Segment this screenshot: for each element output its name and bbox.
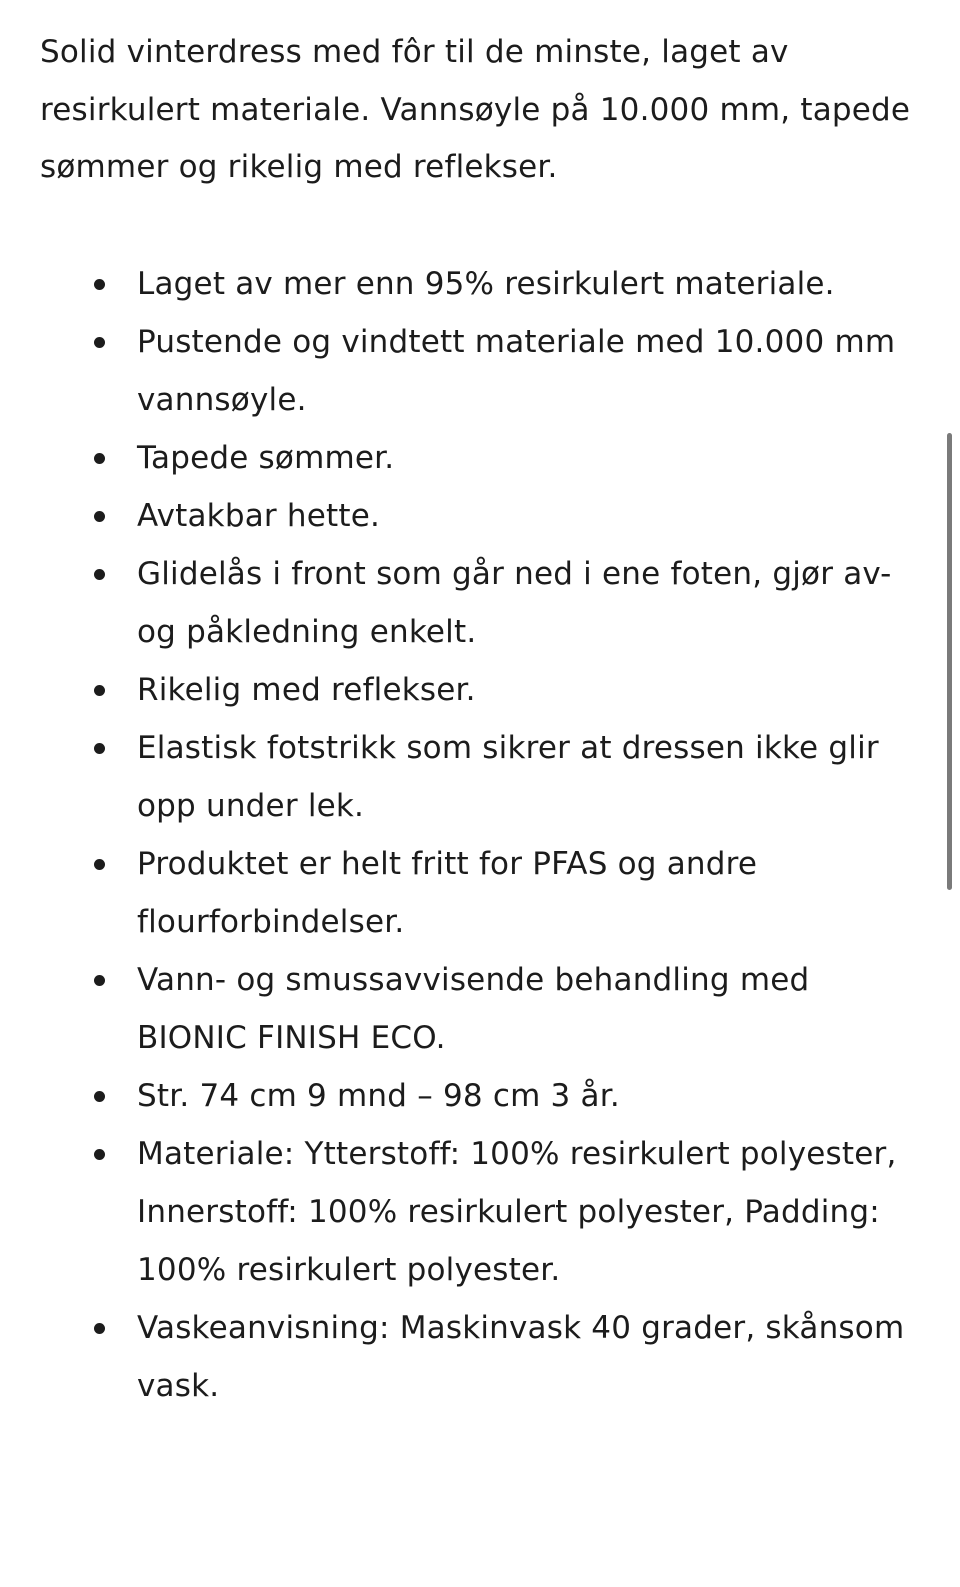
list-item bbox=[40, 1067, 920, 1125]
bullet-icon bbox=[94, 975, 105, 986]
bullet-icon bbox=[94, 1323, 105, 1334]
bullet-icon bbox=[94, 685, 105, 696]
list-item bbox=[40, 487, 920, 545]
list-item bbox=[40, 661, 920, 719]
list-item bbox=[40, 429, 920, 487]
list-item bbox=[40, 313, 920, 429]
vertical-scrollbar[interactable] bbox=[947, 433, 952, 890]
feature-text: Avtakbar hette. bbox=[137, 497, 381, 534]
feature-list bbox=[40, 255, 920, 1415]
bullet-icon bbox=[94, 337, 105, 348]
feature-text: Laget av mer enn 95% resirkulert materiale. bbox=[137, 265, 835, 302]
feature-text: Vaskeanvisning: Maskinvask 40 grader, skånsom vask. bbox=[137, 1309, 905, 1404]
feature-text: Vann- og smussavvisende behandling med BIONIC FINISH ECO. bbox=[137, 961, 810, 1056]
feature-text: Produktet er helt fritt for PFAS og andre flourforbindelser. bbox=[137, 845, 758, 940]
feature-text: Elastisk fotstrikk som sikrer at dressen ikke glir opp under lek. bbox=[137, 729, 879, 824]
list-item bbox=[40, 1299, 920, 1415]
list-item bbox=[40, 719, 920, 835]
bullet-icon bbox=[94, 279, 105, 290]
bullet-icon bbox=[94, 453, 105, 464]
product-description bbox=[40, 24, 920, 1415]
feature-text: Rikelig med reflekser. bbox=[137, 671, 476, 708]
bullet-icon bbox=[94, 569, 105, 580]
list-item bbox=[40, 1125, 920, 1299]
bullet-icon bbox=[94, 1091, 105, 1102]
list-item bbox=[40, 255, 920, 313]
intro-paragraph: Solid vinterdress med fôr til de minste, laget av resirkulert materiale. Vannsøyle på 10.000 mm, tapede sømmer og rikelig med reflekser. bbox=[40, 34, 911, 185]
list-item bbox=[40, 545, 920, 661]
list-item bbox=[40, 835, 920, 951]
feature-text: Materiale: Ytterstoff: 100% resirkulert polyester, Innerstoff: 100% resirkulert polyester, Padding: 100% resirkulert polyester. bbox=[137, 1135, 897, 1288]
list-item bbox=[40, 951, 920, 1067]
bullet-icon bbox=[94, 1149, 105, 1160]
feature-text: Str. 74 cm 9 mnd – 98 cm 3 år. bbox=[137, 1077, 620, 1114]
bullet-icon bbox=[94, 743, 105, 754]
bullet-icon bbox=[94, 511, 105, 522]
feature-text: Glidelås i front som går ned i ene foten, gjør av- og påkledning enkelt. bbox=[137, 555, 892, 650]
feature-text: Tapede sømmer. bbox=[137, 439, 395, 476]
bullet-icon bbox=[94, 859, 105, 870]
feature-text: Pustende og vindtett materiale med 10.000 mm vannsøyle. bbox=[137, 323, 896, 418]
